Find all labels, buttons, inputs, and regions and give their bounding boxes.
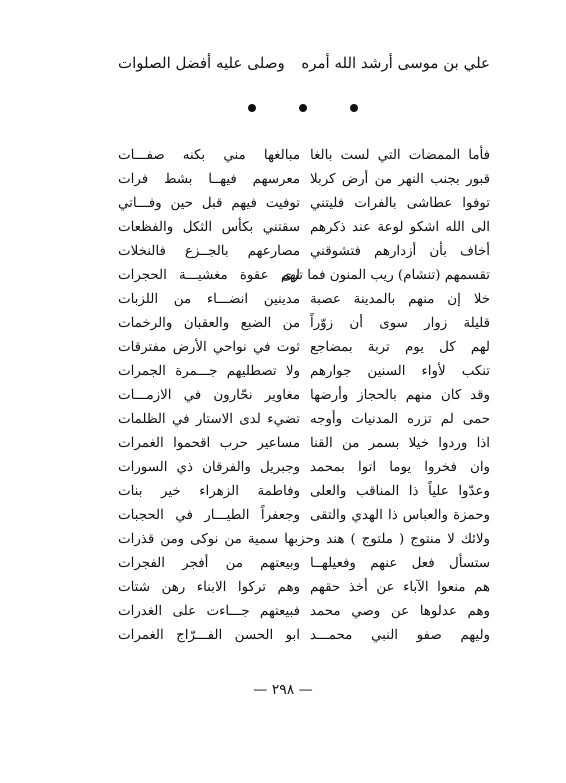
verse-first-hemistich: قبور بجنب النهر من أرض كربلا <box>310 172 490 187</box>
verse-second-hemistich: معرسهم فيهــا بشط فرات <box>118 172 300 187</box>
verse-second-hemistich: فبيعتهم جـــاءت على الغدرات <box>118 604 300 619</box>
verse-first-hemistich: أخاف بأن أزدارهم فتشوقني <box>310 244 490 259</box>
verse-first-hemistich: تنكب لأواء السنين جوارهم <box>310 364 490 379</box>
verse-first-hemistich: هم منعوا الآباء عن أخذ حقهم <box>310 580 490 595</box>
verse-first-hemistich: وهم عدلوها عن وصي محمد <box>310 604 490 619</box>
verse-second-hemistich: وجعفراً الطيـــار في الحجبات <box>118 508 300 523</box>
verse-line <box>118 192 490 216</box>
verse-second-hemistich: مدينين انضـــاء من اللزبات <box>118 292 300 307</box>
verse-first-hemistich: وان فخروا يوما اتوا بمحمد <box>310 460 490 475</box>
verse-first-hemistich: اذا وردوا خيلا بسمر من القنا <box>310 436 490 451</box>
verse-first-hemistich: لهم كل يوم تربة بمضاجع <box>310 340 490 355</box>
verse-line <box>118 144 490 168</box>
verse-line <box>118 240 490 264</box>
verse-second-hemistich: وفاطمة الزهراء خير بنات <box>118 484 300 499</box>
verse-second-hemistich: مصارعهم بالجــزع فالنخلات <box>118 244 300 259</box>
verse-first-hemistich: وعدّوا علياً ذا المناقب والعلى <box>310 484 490 499</box>
verse-line <box>118 624 490 648</box>
verse-line <box>118 384 490 408</box>
section-separator <box>248 104 358 112</box>
verse-first-hemistich: وحمزة والعباس ذا الهدي والتقى <box>310 508 490 523</box>
verse-line <box>118 576 490 600</box>
verse-first-hemistich: وليهم صفو النبي محمـــد <box>310 628 490 643</box>
verse-second-hemistich: مغاوير نحّارون في الازمـــات <box>118 388 300 403</box>
verse-first-hemistich: تقسمهم (تنشام) ريب المنون فما ترى <box>281 268 490 283</box>
verse-line <box>118 168 490 192</box>
verse-second-hemistich: لهم عقوة مغشيـــة الحجرات <box>118 268 300 283</box>
verse-line <box>118 264 490 288</box>
verse-first-hemistich: فأما الممضات التي لست بالغا <box>310 148 490 163</box>
verse-line <box>118 552 490 576</box>
verse-line <box>118 528 490 552</box>
verse-line <box>118 456 490 480</box>
verse-second-hemistich: ثوت في نواحي الأرض مفترقات <box>118 340 300 355</box>
verse-first-hemistich: وقد كان منهم بالحجاز وأرضها <box>310 388 490 403</box>
verse-line <box>118 432 490 456</box>
verse-first-hemistich: خلا إن منهم بالمدينة عصبة <box>310 292 490 307</box>
verse-second-hemistich: سقتني بكأس الثكل والفظعات <box>118 220 300 235</box>
verse-line <box>118 336 490 360</box>
running-header <box>118 52 490 74</box>
verse-second-hemistich: ولا تصطليهم جـــمرة الجمرات <box>118 364 300 379</box>
separator-dot-icon <box>350 104 358 112</box>
verse-first-hemistich: ستسأل فعل عنهم وفعيلهــا <box>310 556 490 571</box>
verse-line <box>118 408 490 432</box>
separator-dot-icon <box>248 104 256 112</box>
verse-line <box>118 504 490 528</box>
verse-second-hemistich: تضيء لدى الاستار في الظلمات <box>118 412 300 427</box>
verse-line <box>118 288 490 312</box>
verse-line <box>118 600 490 624</box>
verse-second-hemistich: وبيعتهم من أفجر الفجرات <box>118 556 300 571</box>
verse-first-hemistich: حمى لم تزره المدنيات وأوجه <box>310 412 490 427</box>
page-number: — ٢٩٨ — <box>253 682 313 698</box>
header-right-text: علي بن موسى أرشد الله أمره <box>301 54 490 72</box>
verse-first-hemistich: قليلة زوار سوى أن زوّراً <box>310 316 490 331</box>
separator-dot-icon <box>299 104 307 112</box>
verse-second-hemistich: مساعير حرب اقحموا الغمرات <box>118 436 300 451</box>
verse-second-hemistich: وجبريل والفرقان ذي السورات <box>118 460 300 475</box>
verse-line <box>118 216 490 240</box>
verse-full-line: ولائك لا منتوج ( ملتوج ) هند وحزبها سمية من نوكى ومن قذرات <box>118 532 490 547</box>
verse-second-hemistich: ابو الحسن الفـــرّاج الغمرات <box>118 628 300 643</box>
verse-second-hemistich: من الضبع والعقبان والرخمات <box>118 316 300 331</box>
header-left-text: وصلى عليه أفضل الصلوات <box>118 54 285 72</box>
verse-first-hemistich: توفوا عطاشى بالفرات فليتني <box>310 196 490 211</box>
verse-second-hemistich: وهم تركوا الابناء رهن شتات <box>118 580 300 595</box>
verse-line <box>118 312 490 336</box>
verse-line <box>118 360 490 384</box>
verse-second-hemistich: مبالغها مني بكنه صفـــات <box>118 148 300 163</box>
poem-verses <box>118 144 490 648</box>
verse-first-hemistich: الى الله اشكو لوعة عند ذكرهم <box>310 220 490 235</box>
verse-second-hemistich: توفيت فيهم قبل حين وفـــاتي <box>118 196 300 211</box>
verse-line <box>118 480 490 504</box>
